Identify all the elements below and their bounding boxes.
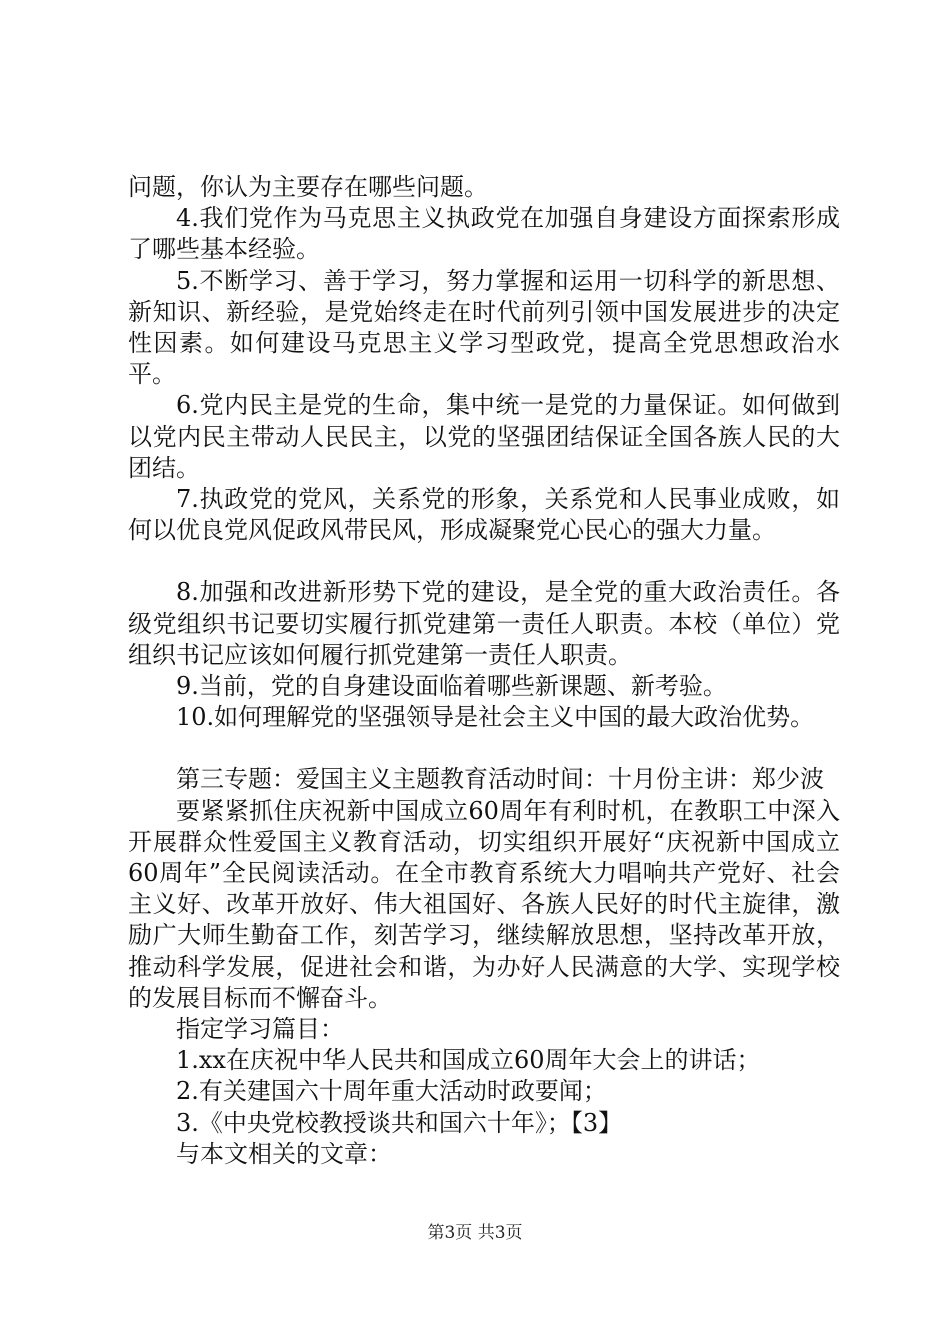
paragraph: 8.加强和改进新形势下党的建设，是全党的重大政治责任。各级党组织书记要切实履行抓党建第一责任人职责。本校（单位）党组织书记应该如何履行抓党建第一责任人职责。 xyxy=(128,578,840,669)
paragraph: 要紧紧抓住庆祝新中国成立60周年有利时机，在教职工中深入开展群众性爱国主义教育活动，切实组织开展好“庆祝新中国成立60周年”全民阅读活动。在全市教育系统大力唱响共产党好、社会主义好、改革开放好、伟大祖国好、各族人民好的时代主旋律，激励广大师生勤奋工作，刻苦学习，继续解放思想，坚持改革开放，推动科学发展，促进社会和谐，为办好人民满意的大学、实现学校的发展目标而不懈奋斗。 xyxy=(128,796,840,1012)
paragraph: 6.党内民主是党的生命，集中统一是党的力量保证。如何做到以党内民主带动人民民主，以党的坚强团结保证全国各族人民的大团结。 xyxy=(128,391,840,482)
spacer xyxy=(128,546,840,577)
list-item: 1.xx在庆祝中华人民共和国成立60周年大会上的讲话； xyxy=(176,1046,761,1075)
paragraph: 4.我们党作为马克思主义执政党在加强自身建设方面探索形成了哪些基本经验。 xyxy=(128,204,840,264)
paragraph: 7.执政党的党风，关系党的形象，关系党和人民事业成败，如何以优良党风促政风带民风，形成凝聚党心民心的强大力量。 xyxy=(128,485,840,545)
paragraph: 10.如何理解党的坚强领导是社会主义中国的最大政治优势。 xyxy=(176,703,815,732)
list-item: 2.有关建国六十周年重大活动时政要闻； xyxy=(176,1077,607,1106)
paragraph: 指定学习篇目： xyxy=(176,1015,344,1044)
paragraph: 问题，你认为主要存在哪些问题。 xyxy=(128,173,488,201)
paragraph: 9.当前，党的自身建设面临着哪些新课题、新考验。 xyxy=(176,672,727,701)
document-body xyxy=(128,172,840,1170)
spacer xyxy=(128,733,840,764)
page-footer: 第3页 共3页 xyxy=(427,1223,523,1243)
section-heading: 第三专题：爱国主义主题教育活动时间：十月份主讲：郑少波 xyxy=(176,765,824,794)
paragraph: 与本文相关的文章： xyxy=(176,1139,392,1168)
list-item: 3.《中央党校教授谈共和国六十年》；【3】 xyxy=(176,1108,623,1137)
paragraph: 5.不断学习、善于学习，努力掌握和运用一切科学的新思想、新知识、新经验，是党始终走在时代前列引领中国发展进步的决定性因素。如何建设马克思主义学习型政党，提高全党思想政治水平。 xyxy=(128,266,840,389)
